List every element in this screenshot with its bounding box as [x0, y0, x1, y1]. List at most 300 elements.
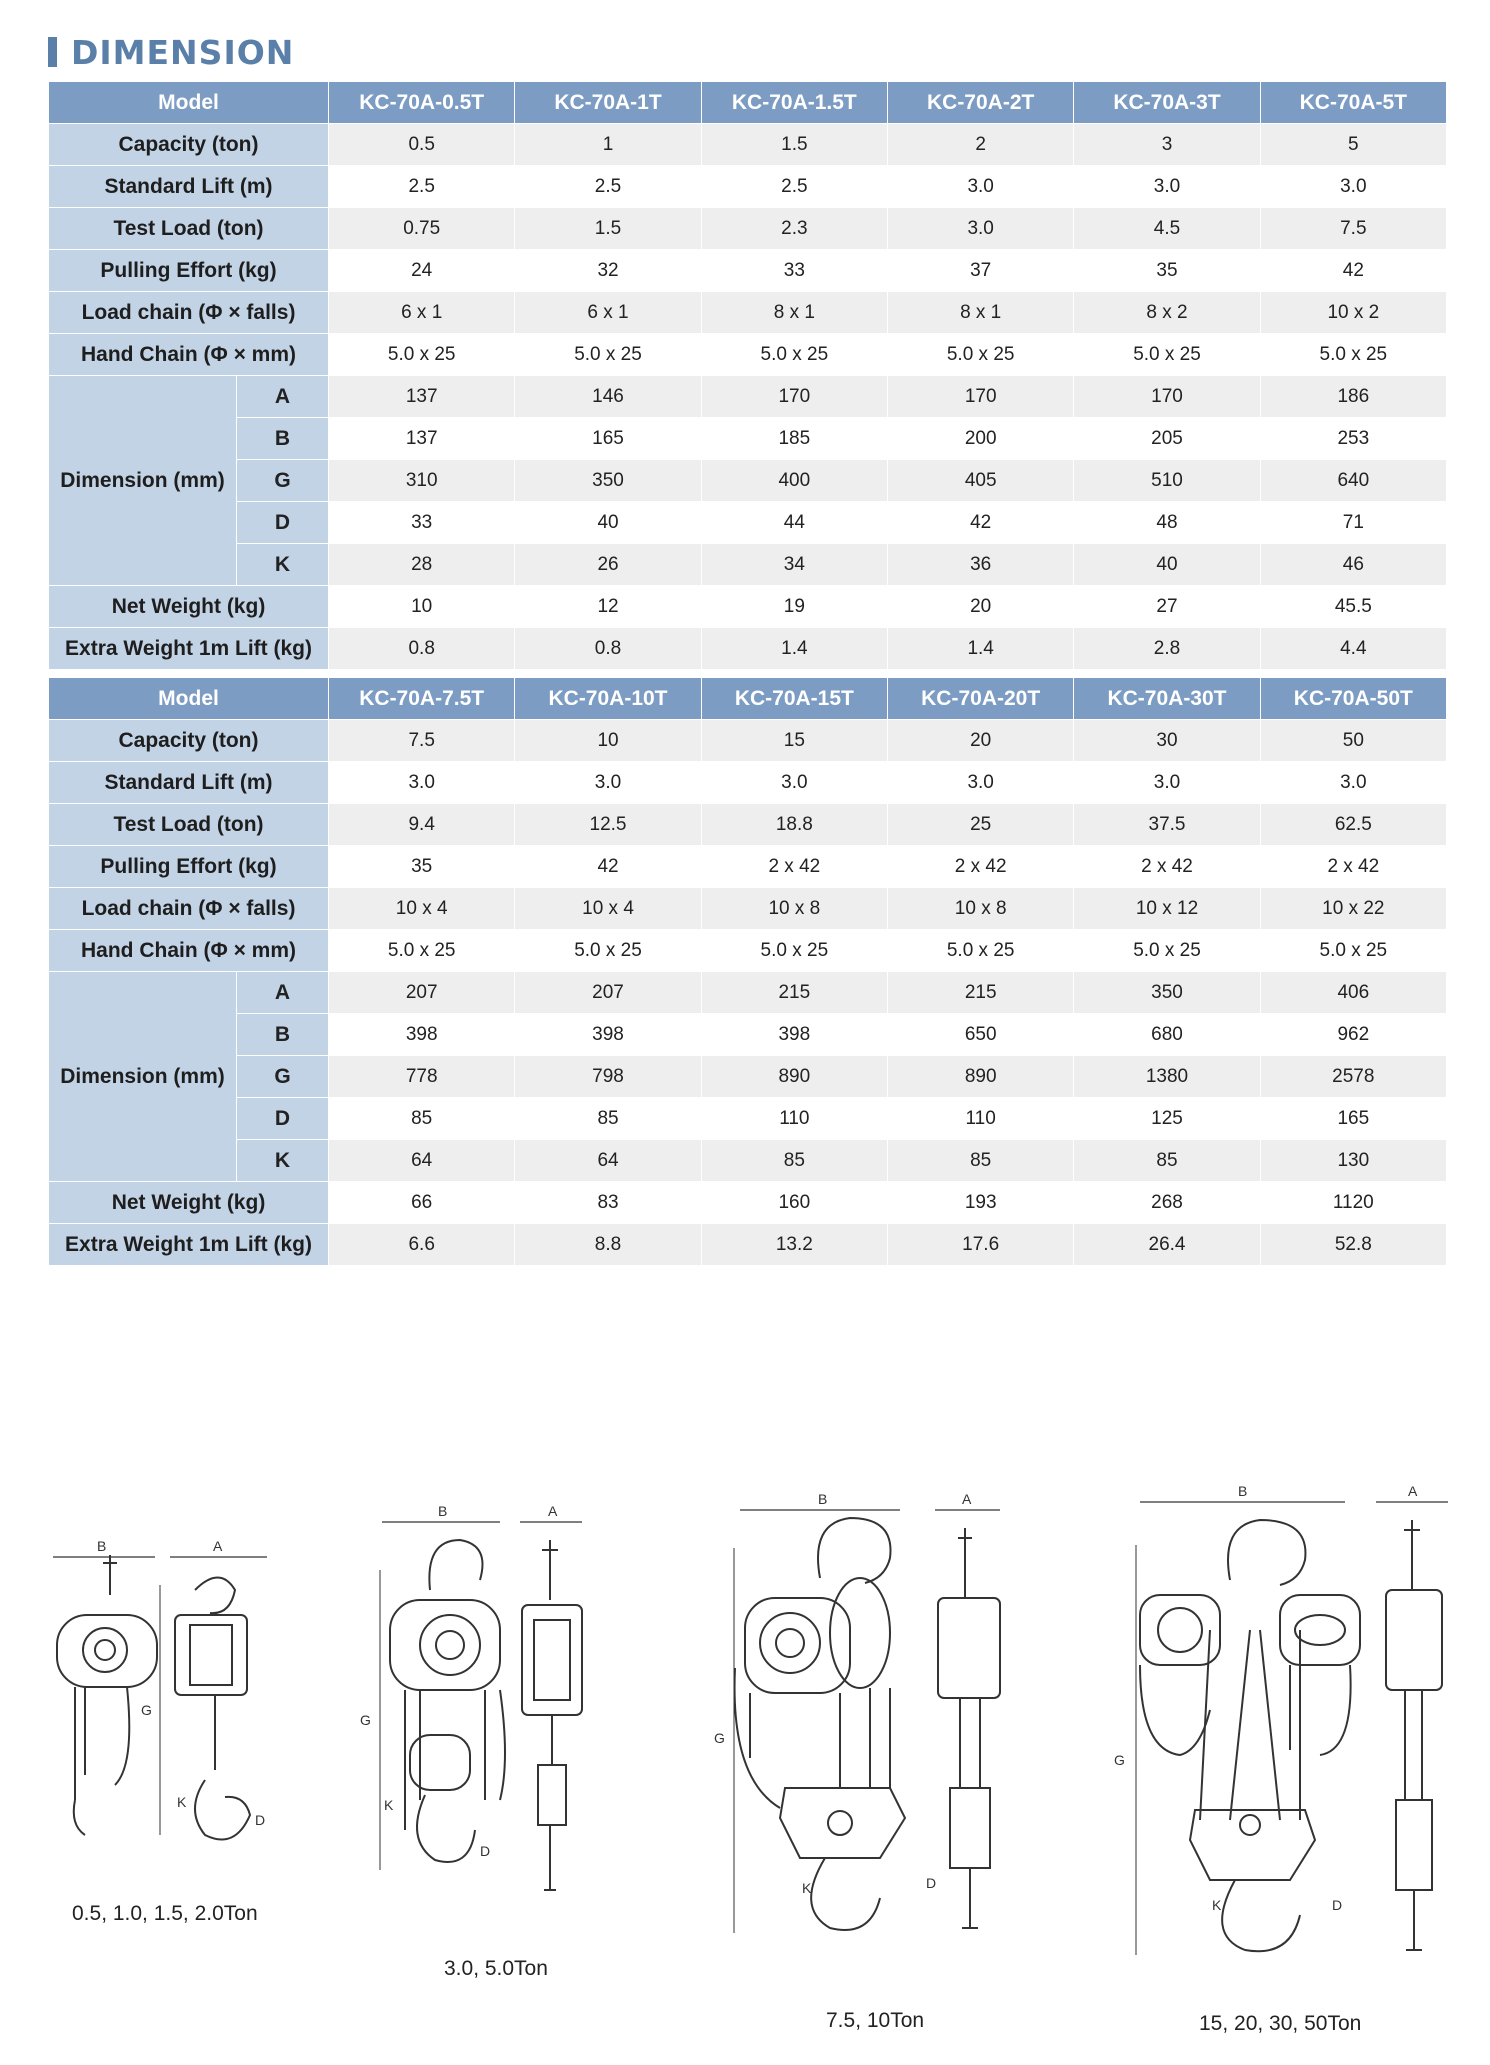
cell: 8 x 2: [1074, 292, 1260, 334]
cell: 398: [329, 1014, 515, 1056]
title-accent-bar: [48, 37, 57, 67]
gear-housing-side: [534, 1620, 570, 1700]
load-chain-side: [1405, 1690, 1422, 1800]
spec-table-1: [48, 81, 1447, 670]
dimension-key: B: [237, 418, 329, 460]
cell: 0.8: [515, 628, 701, 670]
drawing-caption: 0.5, 1.0, 1.5, 2.0Ton: [72, 1902, 258, 1925]
top-hook-side: [195, 1578, 235, 1614]
cell: 3.0: [701, 762, 887, 804]
cell: 6.6: [329, 1224, 515, 1266]
table-row: [49, 1098, 1447, 1140]
hand-wheel-front: [83, 1628, 127, 1672]
table-row: [49, 502, 1447, 544]
top-hook-side: [542, 1540, 558, 1600]
cell: 640: [1260, 460, 1446, 502]
bottom-block-pin: [828, 1811, 852, 1835]
bottom-hook-side: [195, 1780, 250, 1840]
cell: 40: [1074, 544, 1260, 586]
cell: 2.5: [515, 166, 701, 208]
cell: 193: [888, 1182, 1074, 1224]
drawing-caption: 7.5, 10Ton: [826, 2009, 925, 2032]
dim-label-g: G: [141, 1702, 152, 1718]
model-name: KC-70A-2T: [888, 82, 1074, 124]
dim-label-a: A: [1408, 1483, 1418, 1499]
row-label: Hand Chain (Φ × mm): [49, 930, 329, 972]
hand-wheel-left: [1158, 1608, 1202, 1652]
wheel-hub-front: [776, 1629, 804, 1657]
row-label: Net Weight (kg): [49, 586, 329, 628]
table-row: [49, 720, 1447, 762]
row-label: Test Load (ton): [49, 804, 329, 846]
hoist-body-front: [390, 1600, 500, 1690]
cell: 85: [515, 1098, 701, 1140]
cell: 170: [1074, 376, 1260, 418]
bottom-hook-side: [1406, 1890, 1422, 1950]
cell: 5.0 x 25: [701, 930, 887, 972]
row-label: Standard Lift (m): [49, 166, 329, 208]
cell: 26: [515, 544, 701, 586]
cell: 37.5: [1074, 804, 1260, 846]
cell: 130: [1260, 1140, 1446, 1182]
spec-table-2: [48, 677, 1447, 1266]
table-row: [49, 1182, 1447, 1224]
hoist-body-side: [938, 1598, 1000, 1698]
model-name: KC-70A-20T: [888, 678, 1074, 720]
cell: 160: [701, 1182, 887, 1224]
cell: 798: [515, 1056, 701, 1098]
cell: 650: [888, 1014, 1074, 1056]
model-name: KC-70A-15T: [701, 678, 887, 720]
cell: 400: [701, 460, 887, 502]
cell: 15: [701, 720, 887, 762]
table-row: [49, 166, 1447, 208]
table-row: [49, 888, 1447, 930]
dim-label-k: K: [1212, 1897, 1222, 1913]
bottom-block-side: [950, 1788, 990, 1868]
cell: 6 x 1: [329, 292, 515, 334]
dim-label-a: A: [213, 1538, 223, 1554]
cell: 10 x 4: [515, 888, 701, 930]
cell: 2.8: [1074, 628, 1260, 670]
cell: 5.0 x 25: [1260, 930, 1446, 972]
cell: 350: [515, 460, 701, 502]
cell: 4.5: [1074, 208, 1260, 250]
row-label: Load chain (Φ × falls): [49, 292, 329, 334]
model-row: [49, 678, 1447, 720]
cell: 137: [329, 418, 515, 460]
table-row: [49, 1014, 1447, 1056]
cell: 50: [1260, 720, 1446, 762]
bottom-block-side: [1396, 1800, 1432, 1890]
cell: 3.0: [1074, 762, 1260, 804]
cell: 680: [1074, 1014, 1260, 1056]
top-hook-front: [1228, 1520, 1305, 1585]
cell: 165: [515, 418, 701, 460]
model-row: [49, 82, 1447, 124]
bottom-hook-front: [74, 1800, 85, 1835]
bottom-hook-front: [1222, 1880, 1300, 1951]
cell: 165: [1260, 1098, 1446, 1140]
cell: 64: [329, 1140, 515, 1182]
dim-label-d: D: [926, 1875, 937, 1891]
cell: 185: [701, 418, 887, 460]
table-row: [49, 846, 1447, 888]
cell: 30: [1074, 720, 1260, 762]
cell: 1.5: [701, 124, 887, 166]
row-label: Hand Chain (Φ × mm): [49, 334, 329, 376]
section-title: [48, 32, 294, 72]
cell: 3.0: [329, 762, 515, 804]
cell: 33: [701, 250, 887, 292]
cell: 215: [701, 972, 887, 1014]
cell: 110: [888, 1098, 1074, 1140]
cell: 510: [1074, 460, 1260, 502]
cell: 3.0: [1260, 762, 1446, 804]
cell: 5.0 x 25: [515, 930, 701, 972]
cell: 64: [515, 1140, 701, 1182]
cell: 85: [701, 1140, 887, 1182]
cell: 1380: [1074, 1056, 1260, 1098]
cell: 207: [329, 972, 515, 1014]
cell: 5.0 x 25: [329, 930, 515, 972]
dimension-key: D: [237, 502, 329, 544]
cell: 3.0: [1260, 166, 1446, 208]
row-label: Extra Weight 1m Lift (kg): [49, 1224, 329, 1266]
table-row: [49, 804, 1447, 846]
table-row: [49, 418, 1447, 460]
cell: 42: [1260, 250, 1446, 292]
chains-front: [75, 1687, 129, 1800]
bottom-hook-front: [811, 1858, 880, 1930]
cell: 3.0: [515, 762, 701, 804]
cell: 2.5: [701, 166, 887, 208]
cell: 200: [888, 418, 1074, 460]
model-name: KC-70A-1T: [515, 82, 701, 124]
cell: 2 x 42: [1260, 846, 1446, 888]
dimension-key: A: [237, 972, 329, 1014]
cell: 18.8: [701, 804, 887, 846]
cell: 17.6: [888, 1224, 1074, 1266]
model-name: KC-70A-30T: [1074, 678, 1260, 720]
table-row: [49, 762, 1447, 804]
cell: 962: [1260, 1014, 1446, 1056]
row-label: Pulling Effort (kg): [49, 846, 329, 888]
cell: 406: [1260, 972, 1446, 1014]
model-label: Model: [49, 678, 329, 720]
cell: 2: [888, 124, 1074, 166]
table-row: [49, 544, 1447, 586]
table-row: [49, 1224, 1447, 1266]
hoist-body-side: [175, 1615, 247, 1695]
bottom-block-pin: [1240, 1815, 1260, 1835]
row-label: Pulling Effort (kg): [49, 250, 329, 292]
cell: 8 x 1: [701, 292, 887, 334]
cell: 137: [329, 376, 515, 418]
cell: 5.0 x 25: [515, 334, 701, 376]
cell: 310: [329, 460, 515, 502]
cell: 1: [515, 124, 701, 166]
cell: 110: [701, 1098, 887, 1140]
cell: 10 x 2: [1260, 292, 1446, 334]
bottom-block-front: [1190, 1810, 1315, 1880]
dimension-key: A: [237, 376, 329, 418]
bottom-block-front: [780, 1788, 905, 1858]
cell: 33: [329, 502, 515, 544]
hoist-drawing-large: [690, 1488, 1040, 1968]
cell: 1.5: [515, 208, 701, 250]
cell: 6 x 1: [515, 292, 701, 334]
cell: 405: [888, 460, 1074, 502]
cell: 10: [329, 586, 515, 628]
cell: 5.0 x 25: [888, 930, 1074, 972]
cell: 42: [888, 502, 1074, 544]
cell: 170: [888, 376, 1074, 418]
dimension-label: Dimension (mm): [49, 376, 237, 586]
cell: 27: [1074, 586, 1260, 628]
cell: 44: [701, 502, 887, 544]
cell: 25: [888, 804, 1074, 846]
top-hook-front: [429, 1540, 482, 1590]
cell: 2 x 42: [888, 846, 1074, 888]
cell: 268: [1074, 1182, 1260, 1224]
cell: 35: [1074, 250, 1260, 292]
cell: 2.3: [701, 208, 887, 250]
cell: 205: [1074, 418, 1260, 460]
hoist-body-side: [522, 1605, 582, 1715]
cell: 2 x 42: [701, 846, 887, 888]
cell: 42: [515, 846, 701, 888]
top-hook-side: [958, 1528, 972, 1598]
top-hook-side: [1404, 1520, 1420, 1590]
drawing-caption: 3.0, 5.0Ton: [444, 1957, 548, 1980]
table-row: [49, 376, 1447, 418]
table-row: [49, 628, 1447, 670]
cell: 5.0 x 25: [1260, 334, 1446, 376]
model-name: KC-70A-0.5T: [329, 82, 515, 124]
cell: 85: [1074, 1140, 1260, 1182]
cell: 207: [515, 972, 701, 1014]
row-label: Standard Lift (m): [49, 762, 329, 804]
cell: 10 x 12: [1074, 888, 1260, 930]
cell: 3.0: [888, 208, 1074, 250]
cell: 40: [515, 502, 701, 544]
table-row: [49, 586, 1447, 628]
dim-label-b: B: [97, 1538, 107, 1554]
hoist-body-right: [1280, 1595, 1360, 1665]
cell: 170: [701, 376, 887, 418]
row-label: Load chain (Φ × falls): [49, 888, 329, 930]
cell: 398: [701, 1014, 887, 1056]
cell: 10 x 8: [888, 888, 1074, 930]
row-label: Extra Weight 1m Lift (kg): [49, 628, 329, 670]
gear-housing-right: [1295, 1615, 1345, 1645]
cell: 5.0 x 25: [329, 334, 515, 376]
hoist-drawing-xlarge: [1100, 1480, 1470, 1980]
table-row: [49, 460, 1447, 502]
cell: 10 x 22: [1260, 888, 1446, 930]
table-row: [49, 972, 1447, 1014]
cell: 7.5: [329, 720, 515, 762]
model-name: KC-70A-7.5T: [329, 678, 515, 720]
row-label: Capacity (ton): [49, 720, 329, 762]
cell: 28: [329, 544, 515, 586]
cell: 71: [1260, 502, 1446, 544]
cell: 46: [1260, 544, 1446, 586]
gear-housing-side: [190, 1625, 232, 1685]
dimension-key: G: [237, 1056, 329, 1098]
cell: 24: [329, 250, 515, 292]
cell: 890: [888, 1056, 1074, 1098]
hand-wheel-front: [760, 1613, 820, 1673]
table-row: [49, 1056, 1447, 1098]
cell: 2 x 42: [1074, 846, 1260, 888]
bottom-hook-front: [417, 1795, 475, 1862]
dim-label-k: K: [384, 1797, 394, 1813]
page-title: DIMENSION: [71, 32, 295, 72]
model-name: KC-70A-3T: [1074, 82, 1260, 124]
cell: 5: [1260, 124, 1446, 166]
cell: 12: [515, 586, 701, 628]
cell: 215: [888, 972, 1074, 1014]
table-row: [49, 1140, 1447, 1182]
cell: 890: [701, 1056, 887, 1098]
cell: 62.5: [1260, 804, 1446, 846]
cell: 1120: [1260, 1182, 1446, 1224]
drawing-caption: 15, 20, 30, 50Ton: [1199, 2012, 1362, 2035]
hoist-drawing-small: [45, 1535, 295, 1875]
cell: 186: [1260, 376, 1446, 418]
cell: 52.8: [1260, 1224, 1446, 1266]
bottom-hook-side: [544, 1825, 556, 1890]
cell: 5.0 x 25: [1074, 334, 1260, 376]
table-row: [49, 930, 1447, 972]
dim-label-g: G: [1114, 1752, 1125, 1768]
cell: 48: [1074, 502, 1260, 544]
table-row: [49, 292, 1447, 334]
cell: 12.5: [515, 804, 701, 846]
cell: 125: [1074, 1098, 1260, 1140]
cell: 35: [329, 846, 515, 888]
cell: 5.0 x 25: [701, 334, 887, 376]
cell: 36: [888, 544, 1074, 586]
cell: 83: [515, 1182, 701, 1224]
cell: 3: [1074, 124, 1260, 166]
cell: 3.0: [888, 762, 1074, 804]
bottom-block-side: [538, 1765, 566, 1825]
cell: 10 x 4: [329, 888, 515, 930]
sheave-plate-front: [830, 1578, 890, 1688]
cell: 10: [515, 720, 701, 762]
cell: 20: [888, 586, 1074, 628]
top-hook-front: [103, 1555, 117, 1595]
cell: 19: [701, 586, 887, 628]
cell: 8.8: [515, 1224, 701, 1266]
table-row: [49, 124, 1447, 166]
model-name: KC-70A-50T: [1260, 678, 1446, 720]
cell: 66: [329, 1182, 515, 1224]
wheel-hub-front: [436, 1631, 464, 1659]
cell: 1.4: [701, 628, 887, 670]
cell: 778: [329, 1056, 515, 1098]
model-label: Model: [49, 82, 329, 124]
hoist-body-front: [57, 1615, 157, 1687]
cell: 2578: [1260, 1056, 1446, 1098]
dim-label-b: B: [1238, 1483, 1248, 1499]
cell: 37: [888, 250, 1074, 292]
cell: 3.0: [888, 166, 1074, 208]
cell: 350: [1074, 972, 1260, 1014]
dim-label-k: K: [177, 1794, 187, 1810]
dimension-key: G: [237, 460, 329, 502]
cell: 2.5: [329, 166, 515, 208]
cell: 0.8: [329, 628, 515, 670]
cell: 3.0: [1074, 166, 1260, 208]
hand-wheel-front: [420, 1615, 480, 1675]
cell: 4.4: [1260, 628, 1446, 670]
cell: 398: [515, 1014, 701, 1056]
row-label: Net Weight (kg): [49, 1182, 329, 1224]
hoist-body-side: [1386, 1590, 1442, 1690]
cell: 85: [329, 1098, 515, 1140]
dim-label-d: D: [255, 1812, 266, 1828]
cell: 8 x 1: [888, 292, 1074, 334]
bottom-hook-side: [962, 1868, 978, 1928]
dim-label-d: D: [1332, 1897, 1343, 1913]
dimension-key: B: [237, 1014, 329, 1056]
cell: 146: [515, 376, 701, 418]
table-row: [49, 334, 1447, 376]
cell: 5.0 x 25: [888, 334, 1074, 376]
cell: 5.0 x 25: [1074, 930, 1260, 972]
dimension-key: D: [237, 1098, 329, 1140]
cell: 9.4: [329, 804, 515, 846]
dim-label-a: A: [548, 1503, 558, 1519]
load-chain-side: [960, 1698, 980, 1788]
hoist-drawing-medium: [350, 1500, 630, 1920]
top-hook-front: [818, 1518, 891, 1583]
model-name: KC-70A-1.5T: [701, 82, 887, 124]
table-row: [49, 250, 1447, 292]
dimension-label: Dimension (mm): [49, 972, 237, 1182]
dim-label-k: K: [802, 1880, 812, 1896]
dim-label-g: G: [714, 1730, 725, 1746]
cell: 1.4: [888, 628, 1074, 670]
cell: 0.75: [329, 208, 515, 250]
cell: 0.5: [329, 124, 515, 166]
cell: 26.4: [1074, 1224, 1260, 1266]
dim-label-d: D: [480, 1843, 491, 1859]
table-row: [49, 208, 1447, 250]
cell: 253: [1260, 418, 1446, 460]
cell: 45.5: [1260, 586, 1446, 628]
cell: 20: [888, 720, 1074, 762]
dimension-key: K: [237, 1140, 329, 1182]
row-label: Capacity (ton): [49, 124, 329, 166]
dim-label-g: G: [360, 1712, 371, 1728]
cell: 34: [701, 544, 887, 586]
row-label: Test Load (ton): [49, 208, 329, 250]
cell: 7.5: [1260, 208, 1446, 250]
dim-label-b: B: [818, 1491, 828, 1507]
cell: 13.2: [701, 1224, 887, 1266]
cell: 32: [515, 250, 701, 292]
cell: 85: [888, 1140, 1074, 1182]
dimension-key: K: [237, 544, 329, 586]
wheel-hub-front: [95, 1640, 115, 1660]
dim-label-b: B: [438, 1503, 448, 1519]
model-name: KC-70A-5T: [1260, 82, 1446, 124]
